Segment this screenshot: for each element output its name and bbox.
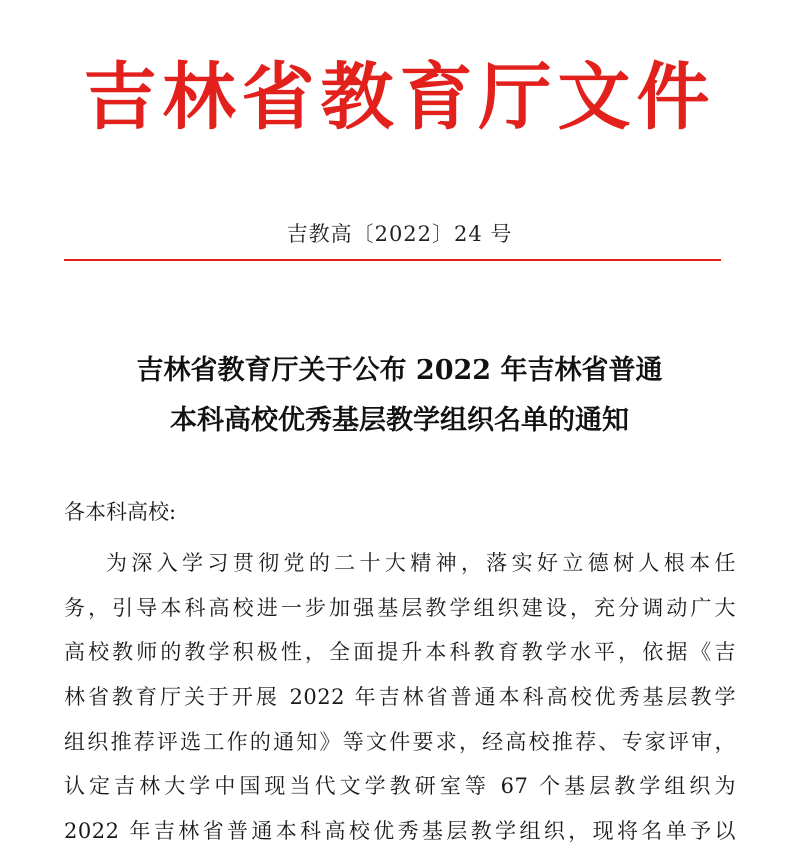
notice-title-line-2: 本科高校优秀基层教学组织名单的通知 (170, 405, 629, 436)
body-line-5: 组织推荐评选工作的通知》等文件要求，经高校推荐、专家评审， (64, 729, 736, 754)
red-divider-rule (64, 259, 721, 261)
body-line-3: 高校教师的教学积极性，全面提升本科教育教学水平，依据《吉 (64, 640, 736, 665)
masthead-title: 吉林省教育厅文件 (83, 54, 716, 140)
salutation: 各本科高校: (64, 500, 177, 524)
body-text (64, 541, 736, 854)
notice-title-line-1: 吉林省教育厅关于公布 2022 年吉林省普通 (136, 355, 663, 386)
body-line-4: 林省教育厅关于开展 2022 年吉林省普通本科高校优秀基层教学 (64, 685, 736, 710)
notice-title (40, 346, 759, 446)
body-line-2: 务，引导本科高校进一步加强基层教学组织建设，充分调动广大 (64, 595, 736, 620)
body-line-6: 认定吉林大学中国现当代文学教研室等 67 个基层教学组织为 (64, 774, 736, 799)
document-number: 吉教高〔2022〕24 号 (286, 222, 513, 246)
body-line-7: 2022 年吉林省普通本科高校优秀基层教学组织，现将名单予以 (64, 819, 736, 844)
body-line-1: 为深入学习贯彻党的二十大精神，落实好立德树人根本任 (106, 551, 736, 575)
